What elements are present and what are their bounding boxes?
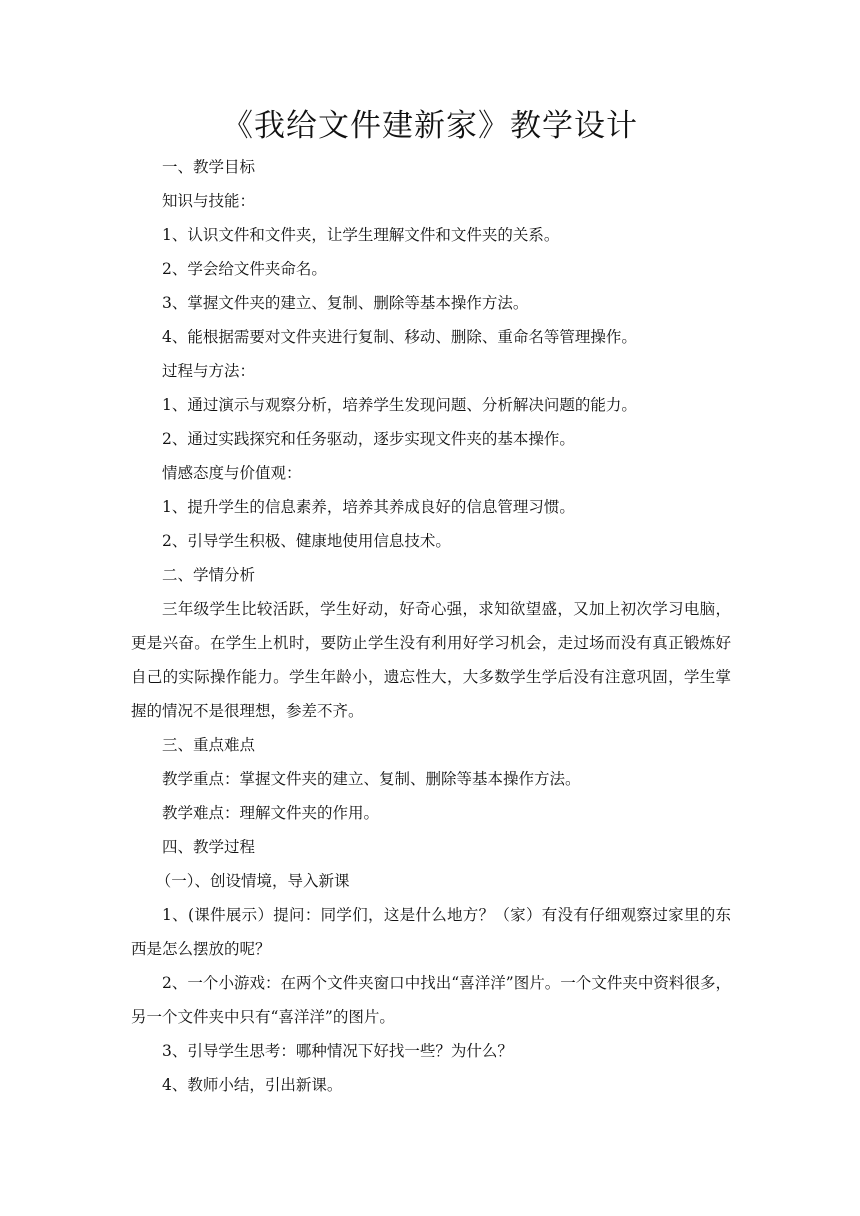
list-item: 1、(课件展示）提问：同学们，这是什么地方？（家）有没有仔细观察过家里的东西是怎么摆放的呢？: [131, 906, 731, 958]
subheading-knowledge-skills: 知识与技能：: [162, 192, 256, 210]
subsection-heading: （一）、创设情境，导入新课: [155, 872, 350, 890]
list-item: 4、能根据需要对文件夹进行复制、移动、删除、重命名等管理操作。: [162, 328, 637, 346]
body-paragraph: 三年级学生比较活跃，学生好动，好奇心强，求知欲望盛，又加上初次学习电脑，更是兴奋。在学生上机时，要防止学生没有利用好学习机会，走过场而没有真正锻炼好自己的实际操作能力。学生年龄小，遗忘性大，大多数学生学后没有注意巩固，学生掌握的情况不是很理想，参差不齐。: [131, 600, 731, 720]
section-heading-learner-analysis: 二、学情分析: [162, 566, 256, 584]
document-title: 《我给文件建新家》教学设计: [222, 108, 638, 144]
section-heading-objectives: 一、教学目标: [162, 158, 256, 176]
list-item: 2、通过实践探究和任务驱动，逐步实现文件夹的基本操作。: [162, 430, 575, 448]
list-item: 1、认识文件和文件夹，让学生理解文件和文件夹的关系。: [162, 226, 560, 244]
list-item: 2、学会给文件夹命名。: [162, 260, 327, 278]
difficulty-paragraph: 教学难点：理解文件夹的作用。: [162, 804, 380, 822]
section-heading-process: 四、教学过程: [162, 838, 256, 856]
list-item: 1、提升学生的信息素养，培养其养成良好的信息管理习惯。: [162, 498, 575, 516]
subheading-process-methods: 过程与方法：: [162, 362, 256, 380]
document-body: [131, 150, 731, 1102]
section-heading-key-points: 三、重点难点: [162, 736, 256, 754]
key-point-paragraph: 教学重点：掌握文件夹的建立、复制、删除等基本操作方法。: [162, 770, 581, 788]
list-item: 2、一个小游戏：在两个文件夹窗口中找出“喜洋洋”图片。一个文件夹中资料很多，另一个文件夹中只有“喜洋洋”的图片。: [131, 974, 731, 1026]
list-item: 1、通过演示与观察分析，培养学生发现问题、分析解决问题的能力。: [162, 396, 637, 414]
subheading-attitudes-values: 情感态度与价值观：: [162, 464, 302, 482]
list-item: 4、教师小结，引出新课。: [162, 1076, 343, 1094]
list-item: 3、掌握文件夹的建立、复制、删除等基本操作方法。: [162, 294, 529, 312]
list-item: 3、引导学生思考：哪种情况下好找一些？为什么？: [162, 1042, 513, 1060]
list-item: 2、引导学生积极、健康地使用信息技术。: [162, 532, 451, 550]
